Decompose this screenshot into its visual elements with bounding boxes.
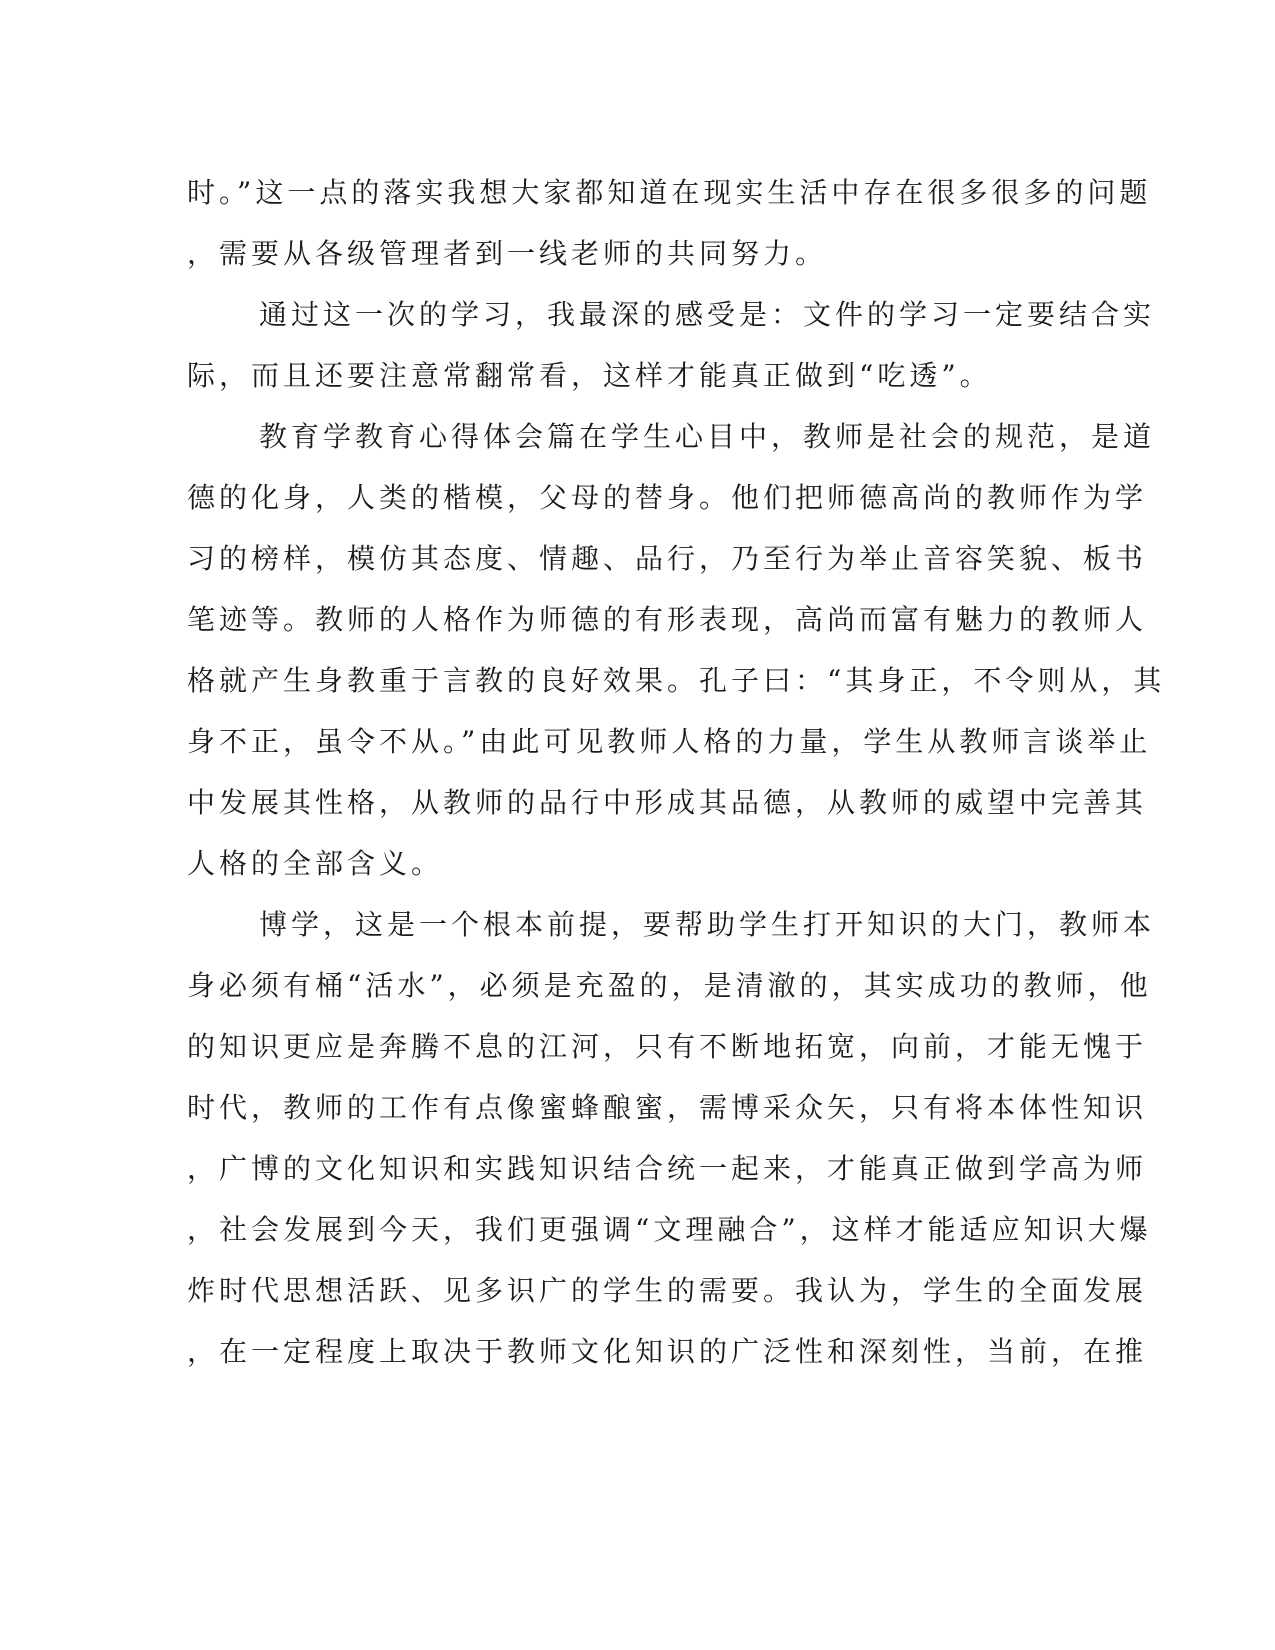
text-line: 时代，教师的工作有点像蜜蜂酿蜜，需博采众矢，只有将本体性知识 xyxy=(187,1091,1148,1124)
text-line: 身不正，虽令不从。”由此可见教师人格的力量，学生从教师言谈举止 xyxy=(187,725,1152,758)
paragraph-start-line: 通过这一次的学习，我最深的感受是：文件的学习一定要结合实 xyxy=(259,298,1156,331)
paragraph-start-line: 博学，这是一个根本前提，要帮助学生打开知识的大门，教师本 xyxy=(259,908,1156,941)
text-line: 德的化身，人类的楷模，父母的替身。他们把师德高尚的教师作为学 xyxy=(187,481,1148,514)
text-line: 的知识更应是奔腾不息的江河，只有不断地拓宽，向前，才能无愧于 xyxy=(187,1030,1148,1063)
text-line: 中发展其性格，从教师的品行中形成其品德，从教师的威望中完善其 xyxy=(187,786,1148,819)
paragraph-start-line: 教育学教育心得体会篇在学生心目中，教师是社会的规范，是道 xyxy=(259,420,1156,453)
text-line: ，在一定程度上取决于教师文化知识的广泛性和深刻性，当前，在推 xyxy=(187,1335,1148,1368)
body-text xyxy=(187,162,1166,1382)
text-line: 习的榜样，模仿其态度、情趣、品行，乃至行为举止音容笑貌、板书 xyxy=(187,542,1148,575)
text-line: 笔迹等。教师的人格作为师德的有形表现，高尚而富有魅力的教师人 xyxy=(187,603,1148,636)
text-line: ，广博的文化知识和实践知识结合统一起来，才能真正做到学高为师 xyxy=(187,1152,1148,1185)
text-line: ，社会发展到今天，我们更强调“文理融合”，这样才能适应知识大爆 xyxy=(187,1213,1152,1246)
text-line: 时。”这一点的落实我想大家都知道在现实生活中存在很多很多的问题 xyxy=(187,176,1152,209)
text-line: ，需要从各级管理者到一线老师的共同努力。 xyxy=(187,237,828,270)
text-line: 际，而且还要注意常翻常看，这样才能真正做到“吃透”。 xyxy=(187,359,992,392)
text-line: 人格的全部含义。 xyxy=(187,847,444,880)
text-line: 炸时代思想活跃、见多识广的学生的需要。我认为，学生的全面发展 xyxy=(187,1274,1148,1307)
text-line: 身必须有桶“活水”，必须是充盈的，是清澈的，其实成功的教师，他 xyxy=(187,969,1152,1002)
text-line: 格就产生身教重于言教的良好效果。孔子曰：“其身正，不令则从，其 xyxy=(187,664,1166,697)
